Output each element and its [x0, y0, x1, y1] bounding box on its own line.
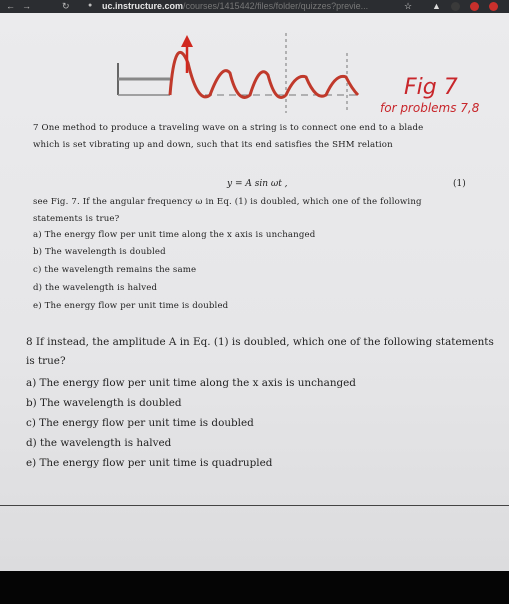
- lock-icon: ●: [88, 2, 93, 9]
- url-path: /courses/1415442/files/folder/quizzes?previe...: [183, 1, 369, 11]
- extension-badge-icon[interactable]: [451, 2, 460, 11]
- q8-option-c[interactable]: c) The energy flow per unit time is doubled: [26, 417, 254, 429]
- q7-option-a[interactable]: a) The energy flow per unit time along the x axis is unchanged: [33, 230, 316, 240]
- document-page: [0, 13, 509, 571]
- vibration-arrow-icon: [181, 35, 193, 47]
- account-avatar[interactable]: [470, 2, 479, 11]
- q7-question-line2: statements is true?: [33, 214, 120, 224]
- q7-question-line1: see Fig. 7. If the angular frequency ω in Eq. (1) is doubled, which one of the following: [33, 197, 422, 207]
- traveling-wave: [170, 52, 358, 97]
- q8-option-a[interactable]: a) The energy flow per unit time along the x axis is unchanged: [26, 377, 356, 389]
- star-icon[interactable]: ☆: [404, 1, 413, 11]
- address-bar[interactable]: [102, 1, 368, 11]
- browser-toolbar: [0, 0, 509, 13]
- extension-icon[interactable]: ▲: [432, 1, 441, 11]
- handwritten-fig-label: Fig 7: [404, 75, 458, 100]
- handwritten-problems-note: for problems 7,8: [380, 101, 480, 115]
- q8-question-line1: 8 If instead, the amplitude A in Eq. (1) is doubled, which one of the following statements: [26, 336, 494, 348]
- forward-arrow-icon[interactable]: →: [22, 1, 31, 11]
- q7-intro-line2: which is set vibrating up and down, such that its end satisfies the SHM relation: [33, 140, 393, 150]
- q8-option-e[interactable]: e) The energy flow per unit time is quadrupled: [26, 457, 273, 469]
- q7-option-b[interactable]: b) The wavelength is doubled: [33, 247, 166, 257]
- q8-question-line2: is true?: [26, 355, 66, 367]
- wave-figure: [110, 33, 370, 113]
- url-domain: uc.instructure.com: [102, 1, 184, 11]
- bottom-dark-area: [0, 571, 509, 604]
- q7-option-c[interactable]: c) the wavelength remains the same: [33, 265, 197, 275]
- q7-option-e[interactable]: e) The energy flow per unit time is doubled: [33, 301, 229, 311]
- back-arrow-icon[interactable]: ←: [6, 1, 15, 11]
- equation-number: (1): [453, 179, 466, 189]
- q7-intro-line1: 7 One method to produce a traveling wave on a string is to connect one end to a blade: [33, 123, 424, 133]
- page-divider: [0, 505, 509, 506]
- equation: y = A sin ωt ,: [227, 179, 288, 189]
- q7-option-d[interactable]: d) the wavelength is halved: [33, 283, 158, 293]
- q8-option-b[interactable]: b) The wavelength is doubled: [26, 397, 182, 409]
- extension-red-icon[interactable]: [489, 2, 498, 11]
- q8-option-d[interactable]: d) the wavelength is halved: [26, 437, 172, 449]
- refresh-icon[interactable]: ↻: [62, 1, 70, 11]
